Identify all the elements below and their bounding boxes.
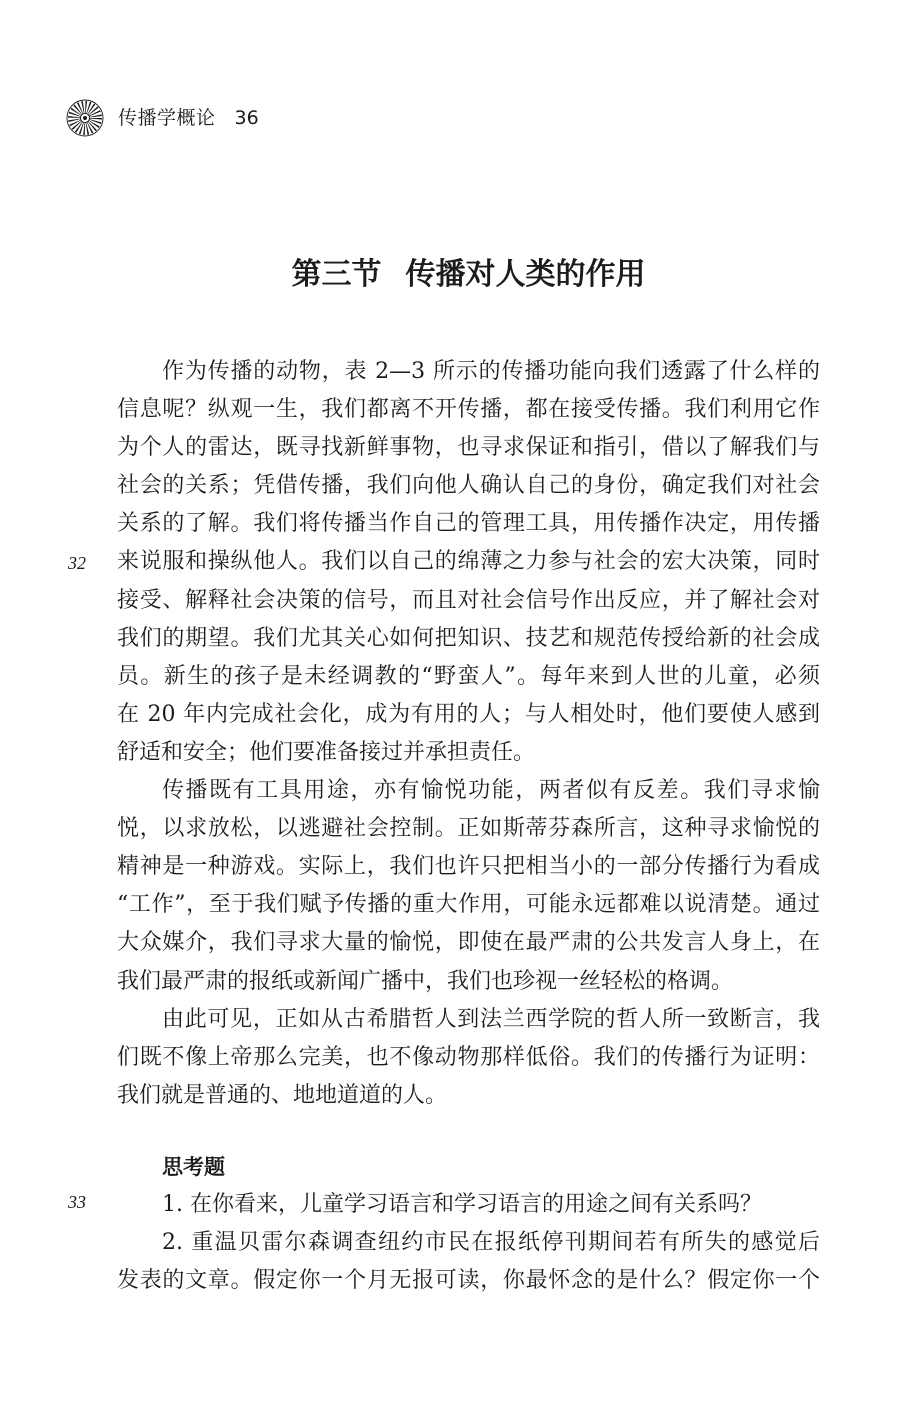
paragraph-line: 为个人的雷达，既寻找新鲜事物，也寻求保证和指引，借以了解我们与 [117,435,820,461]
paragraph-line: 悦，以求放松，以逃避社会控制。正如斯蒂芬森所言，这种寻求愉悦的 [117,816,820,842]
paragraph-line: 精神是一种游戏。实际上，我们也许只把相当小的一部分传播行为看成 [117,854,820,880]
paragraph-line: 作为传播的动物，表 2—3 所示的传播功能向我们透露了什么样的 [162,359,820,384]
question-line: 发表的文章。假定你一个月无报可读，你最怀念的是什么？假定你一个 [117,1268,820,1294]
sunburst-ornament-icon [66,99,104,137]
paragraph-line: 大众媒介，我们寻求大量的愉悦，即使在最严肃的公共发言人身上，在 [117,930,820,956]
paragraph [117,1001,820,1115]
question-item [117,1224,820,1300]
paragraph-line: 们既不像上帝那么完美，也不像动物那样低俗。我们的传播行为证明： [117,1044,820,1070]
paragraph-line: 由此可见，正如从古希腊哲人到法兰西学院的哲人所一致断言，我 [162,1006,820,1032]
paragraph-line: 来说服和操纵他人。我们以自己的绵薄之力参与社会的宏大决策，同时 [117,549,820,575]
question-line: 2. 重温贝雷尔森调查纽约市民在报纸停刊期间若有所失的感觉后 [162,1230,820,1256]
paragraph-line: 舒适和安全；他们要准备接过并承担责任。 [117,739,536,765]
question-line: 1. 在你看来，儿童学习语言和学习语言的用途之间有关系吗？ [162,1192,762,1218]
section-number: 第三节 [291,257,382,292]
paragraph-line: 接受、解释社会决策的信号，而且对社会信号作出反应，并了解社会对 [117,587,820,613]
paragraph-line: 社会的关系；凭借传播，我们向他人确认自己的身份，确定我们对社会 [117,473,820,499]
question-item [117,1186,820,1224]
book-title: 传播学概论 [118,107,216,129]
paragraph-line: 传播既有工具用途，亦有愉悦功能，两者似有反差。我们寻求愉 [162,778,820,804]
section-title [117,255,820,295]
running-header [66,99,259,137]
paragraph-line: 在 20 年内完成社会化，成为有用的人；与人相处时，他们要使人感到 [117,701,820,727]
margin-reference-number: 32 [68,553,86,573]
paragraph-line: “工作”，至于我们赋予传播的重大作用，可能永远都难以说清楚。通过 [117,892,820,918]
body-text [117,353,820,1115]
questions-heading: 思考题 [162,1155,225,1179]
paragraph-line: 关系的了解。我们将传播当作自己的管理工具，用传播作决定，用传播 [117,511,820,537]
page-number: 36 [234,107,259,129]
margin-reference-number: 33 [68,1192,86,1212]
paragraph-line: 员。新生的孩子是未经调教的“野蛮人”。每年来到人世的儿童，必须 [117,663,820,689]
review-questions [117,1148,820,1300]
paragraph-line: 我们最严肃的报纸或新闻广播中，我们也珍视一丝轻松的格调。 [117,968,734,994]
paragraph-line: 我们就是普通的、地地道道的人。 [117,1082,448,1108]
paragraph-line: 信息呢？纵观一生，我们都离不开传播，都在接受传播。我们利用它作 [117,397,820,423]
section-heading: 传播对人类的作用 [405,257,646,292]
paragraph-line: 我们的期望。我们尤其关心如何把知识、技艺和规范传授给新的社会成 [117,625,820,651]
paragraph [117,353,820,772]
paragraph [117,772,820,1001]
